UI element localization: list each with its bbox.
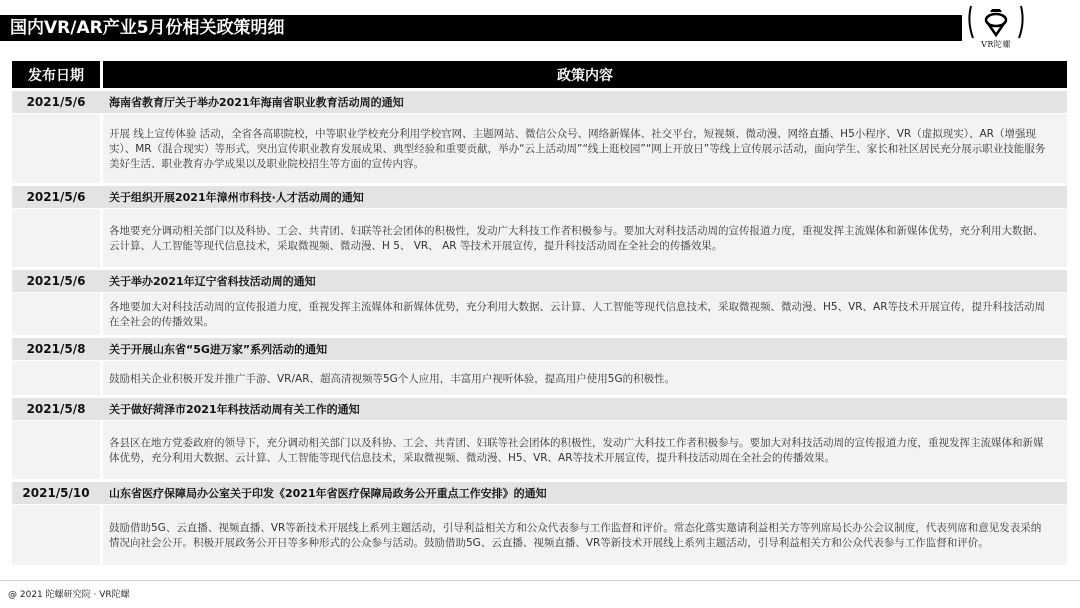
policy-title: 关于组织开展2021年漳州市科技·人才活动周的通知 bbox=[103, 186, 1067, 208]
table-row bbox=[12, 398, 1067, 420]
table-row bbox=[12, 114, 1067, 183]
table-row bbox=[12, 421, 1067, 479]
policy-content: 鼓励借助5G、云直播、视频直播、VR等新技术开展线上系列主题活动，引导利益相关方和公众代表参与工作监督和评价。常态化落实邀请利益相关方等列席局长办公会议制度，代表列席和意见发表采纳情况向社会公开。积极开展政务公开日等多种形式的公众参与活动。鼓励借助5G、云直播、视频直播、VR等新技术开展线上系列主题活动，引导利益相关方和公众代表参与工作监督和评价。 bbox=[103, 505, 1067, 565]
policy-title: 关于开展山东省“5G进万家”系列活动的通知 bbox=[103, 338, 1067, 360]
policy-content: 各县区在地方党委政府的领导下，充分调动相关部门以及科协、工会、共青团、妇联等社会团体的积极性，发动广大科技工作者积极参与。要加大对科技活动周的宣传报道力度，重视发挥主流媒体和新媒体优势，充分利用大数据、云计算、人工智能等现代信息技术，采取微视频、微动漫、H5、VR、AR等技术开展宣传，提升科技活动周在全社会的传播效果。 bbox=[103, 421, 1067, 479]
header-content: 政策内容 bbox=[103, 61, 1067, 88]
footer-divider bbox=[0, 580, 1080, 581]
header-date: 发布日期 bbox=[12, 61, 100, 88]
policy-content: 开展 线上宣传体验 活动，全省各高职院校，中等职业学校充分利用学校官网、主题网站、微信公众号、网络新媒体、社交平台，短视频、微动漫、网络直播、H5小程序、VR（虚拟现实）、AR（增强现实）、MR（混合现实）等形式，突出宣传职业教育发展成果、典型经验和重要贡献，举办“云上活动周”“线上逛校园”“网上开放日”等线上宣传展示活动，面向学生、家长和社区居民充分展示职业技能服务美好生活、职业教育办学成果以及职业院校招生等方面的宣传内容。 bbox=[103, 114, 1067, 183]
policy-content: 鼓励相关企业积极开发并推广手游、VR/AR、超高清视频等5G个人应用，丰富用户视听体验，提高用户使用5G的积极性。 bbox=[103, 361, 1067, 395]
policy-date: 2021/5/6 bbox=[12, 270, 100, 292]
policy-content: 各地要充分调动相关部门以及科协、工会、共青团、妇联等社会团体的积极性，发动广大科技工作者积极参与。要加大对科技活动周的宣传报道力度，重视发挥主流媒体和新媒体优势，充分利用大数据、云计算、人工智能等现代信息技术，采取微视频、微动漫、H 5、 VR、 AR 等技术开展宣传，提升科技活动周在全社会的传播效果。 bbox=[103, 209, 1067, 267]
policy-date: 2021/5/6 bbox=[12, 91, 100, 113]
table-row bbox=[12, 361, 1067, 395]
logo-text: VR陀螺 bbox=[981, 40, 1011, 49]
policy-table bbox=[12, 61, 1067, 565]
table-row bbox=[12, 91, 1067, 113]
table-row bbox=[12, 338, 1067, 360]
policy-title: 关于做好菏泽市2021年科技活动周有关工作的通知 bbox=[103, 398, 1067, 420]
table-row bbox=[12, 482, 1067, 504]
vr-tuoluo-logo bbox=[965, 4, 1027, 54]
page-title: 国内VR/AR产业5月份相关政策明细 bbox=[0, 15, 962, 41]
policy-date: 2021/5/8 bbox=[12, 338, 100, 360]
table-row bbox=[12, 209, 1067, 267]
spinning-top-icon bbox=[965, 4, 1027, 40]
policy-title: 山东省医疗保障局办公室关于印发《2021年省医疗保障局政务公开重点工作安排》的通知 bbox=[103, 482, 1067, 504]
policy-title: 关于举办2021年辽宁省科技活动周的通知 bbox=[103, 270, 1067, 292]
policy-content: 各地要加大对科技活动周的宣传报道力度，重视发挥主流媒体和新媒体优势，充分利用大数据、云计算、人工智能等现代信息技术，采取微视频、微动漫、H5、VR、AR等技术开展宣传，提升科技活动周在全社会的传播效果。 bbox=[103, 293, 1067, 335]
table-row bbox=[12, 270, 1067, 292]
table-row bbox=[12, 505, 1067, 565]
table-row bbox=[12, 186, 1067, 208]
table-row bbox=[12, 293, 1067, 335]
policy-title: 海南省教育厅关于举办2021年海南省职业教育活动周的通知 bbox=[103, 91, 1067, 113]
footer-copyright: @ 2021 陀螺研究院 · VR陀螺 bbox=[8, 590, 130, 600]
policy-date: 2021/5/8 bbox=[12, 398, 100, 420]
table-header-row bbox=[12, 61, 1067, 88]
policy-date: 2021/5/10 bbox=[12, 482, 100, 504]
policy-date: 2021/5/6 bbox=[12, 186, 100, 208]
